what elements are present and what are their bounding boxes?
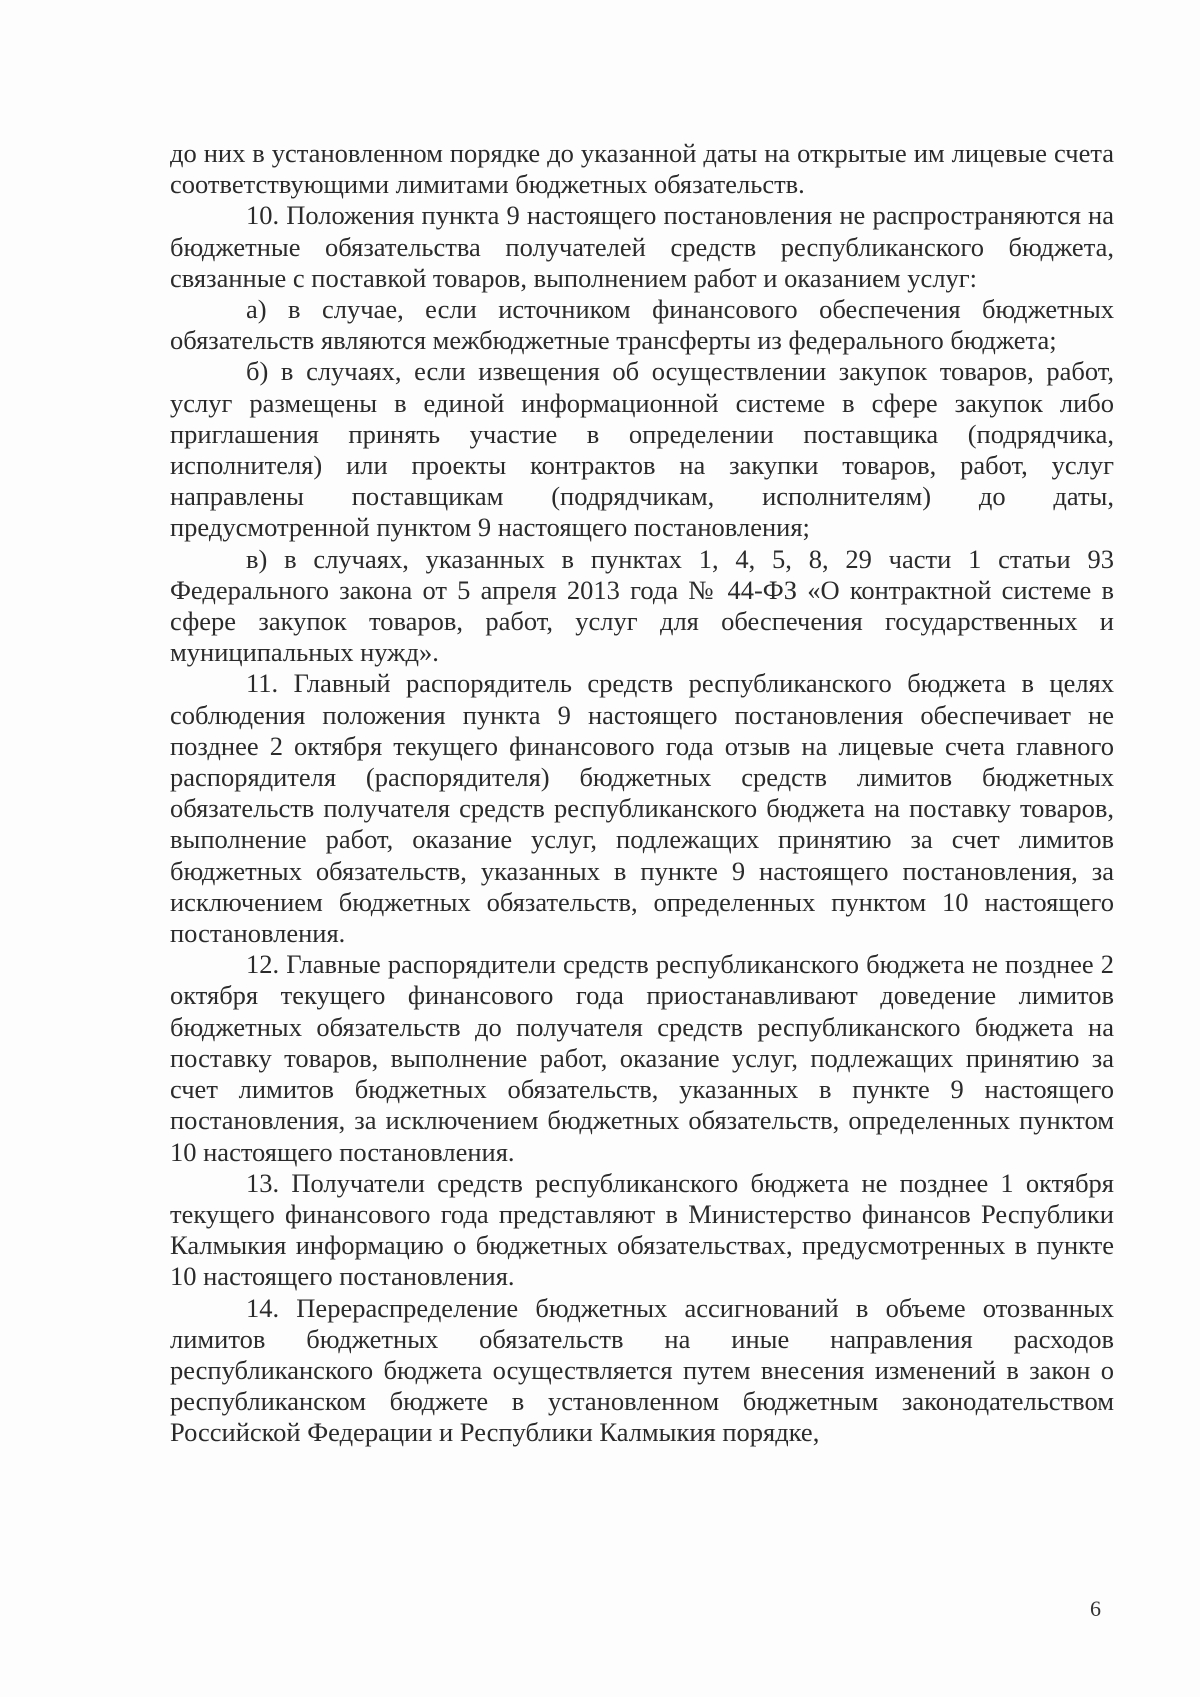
paragraph-continuation: до них в установленном порядке до указанной даты на открытые им лицевые счета соответствующими лимитами бюджетных обязательств. bbox=[170, 138, 1114, 200]
paragraph-subitem-a: а) в случае, если источником финансового обеспечения бюджетных обязательств являются межбюджетные трансферты из федерального бюджета; bbox=[170, 294, 1114, 356]
paragraph-item-11: 11. Главный распорядитель средств республиканского бюджета в целях соблюдения положения пункта 9 настоящего постановления обеспечивает не позднее 2 октября текущего финансового года отзыв на лицевые счета главного распорядителя (распорядителя) бюджетных средств лимитов бюджетных обязательств получателя средств республиканского бюджета на поставку товаров, выполнение работ, оказание услуг, подлежащих принятию за счет лимитов бюджетных обязательств, указанных в пункте 9 настоящего постановления, за исключением бюджетных обязательств, определенных пунктом 10 настоящего постановления. bbox=[170, 668, 1114, 949]
paragraph-item-10: 10. Положения пункта 9 настоящего постановления не распространяются на бюджетные обязательства получателей средств республиканского бюджета, связанные с поставкой товаров, выполнением работ и оказанием услуг: bbox=[170, 200, 1114, 293]
paragraph-item-12: 12. Главные распорядители средств республиканского бюджета не позднее 2 октября текущего финансового года приостанавливают доведение лимитов бюджетных обязательств до получателя средств республиканского бюджета на поставку товаров, выполнение работ, оказание услуг, подлежащих принятию за счет лимитов бюджетных обязательств, указанных в пункте 9 настоящего постановления, за исключением бюджетных обязательств, определенных пунктом 10 настоящего постановления. bbox=[170, 949, 1114, 1167]
paragraph-subitem-b: б) в случаях, если извещения об осуществлении закупок товаров, работ, услуг размещены в единой информационной системе в сфере закупок либо приглашения принять участие в определении поставщика (подрядчика, исполнителя) или проекты контрактов на закупки товаров, работ, услуг направлены поставщикам (подрядчикам, исполнителям) до даты, предусмотренной пунктом 9 настоящего постановления; bbox=[170, 356, 1114, 543]
paragraph-subitem-v: в) в случаях, указанных в пунктах 1, 4, 5, 8, 29 части 1 статьи 93 Федерального закона от 5 апреля 2013 года № 44-ФЗ «О контрактной системе в сфере закупок товаров, работ, услуг для обеспечения государственных и муниципальных нужд». bbox=[170, 543, 1114, 668]
paragraph-item-14: 14. Перераспределение бюджетных ассигнований в объеме отозванных лимитов бюджетных обязательств на иные направления расходов республиканского бюджета осуществляется путем внесения изменений в закон о республиканском бюджете в установленном бюджетным законодательством Российской Федерации и Республики Калмыкия порядке, bbox=[170, 1292, 1114, 1448]
paragraph-item-13: 13. Получатели средств республиканского бюджета не позднее 1 октября текущего финансового года представляют в Министерство финансов Республики Калмыкия информацию о бюджетных обязательствах, предусмотренных в пункте 10 настоящего постановления. bbox=[170, 1167, 1114, 1292]
document-body bbox=[170, 138, 1114, 1449]
page-number: 6 bbox=[1090, 1596, 1101, 1621]
